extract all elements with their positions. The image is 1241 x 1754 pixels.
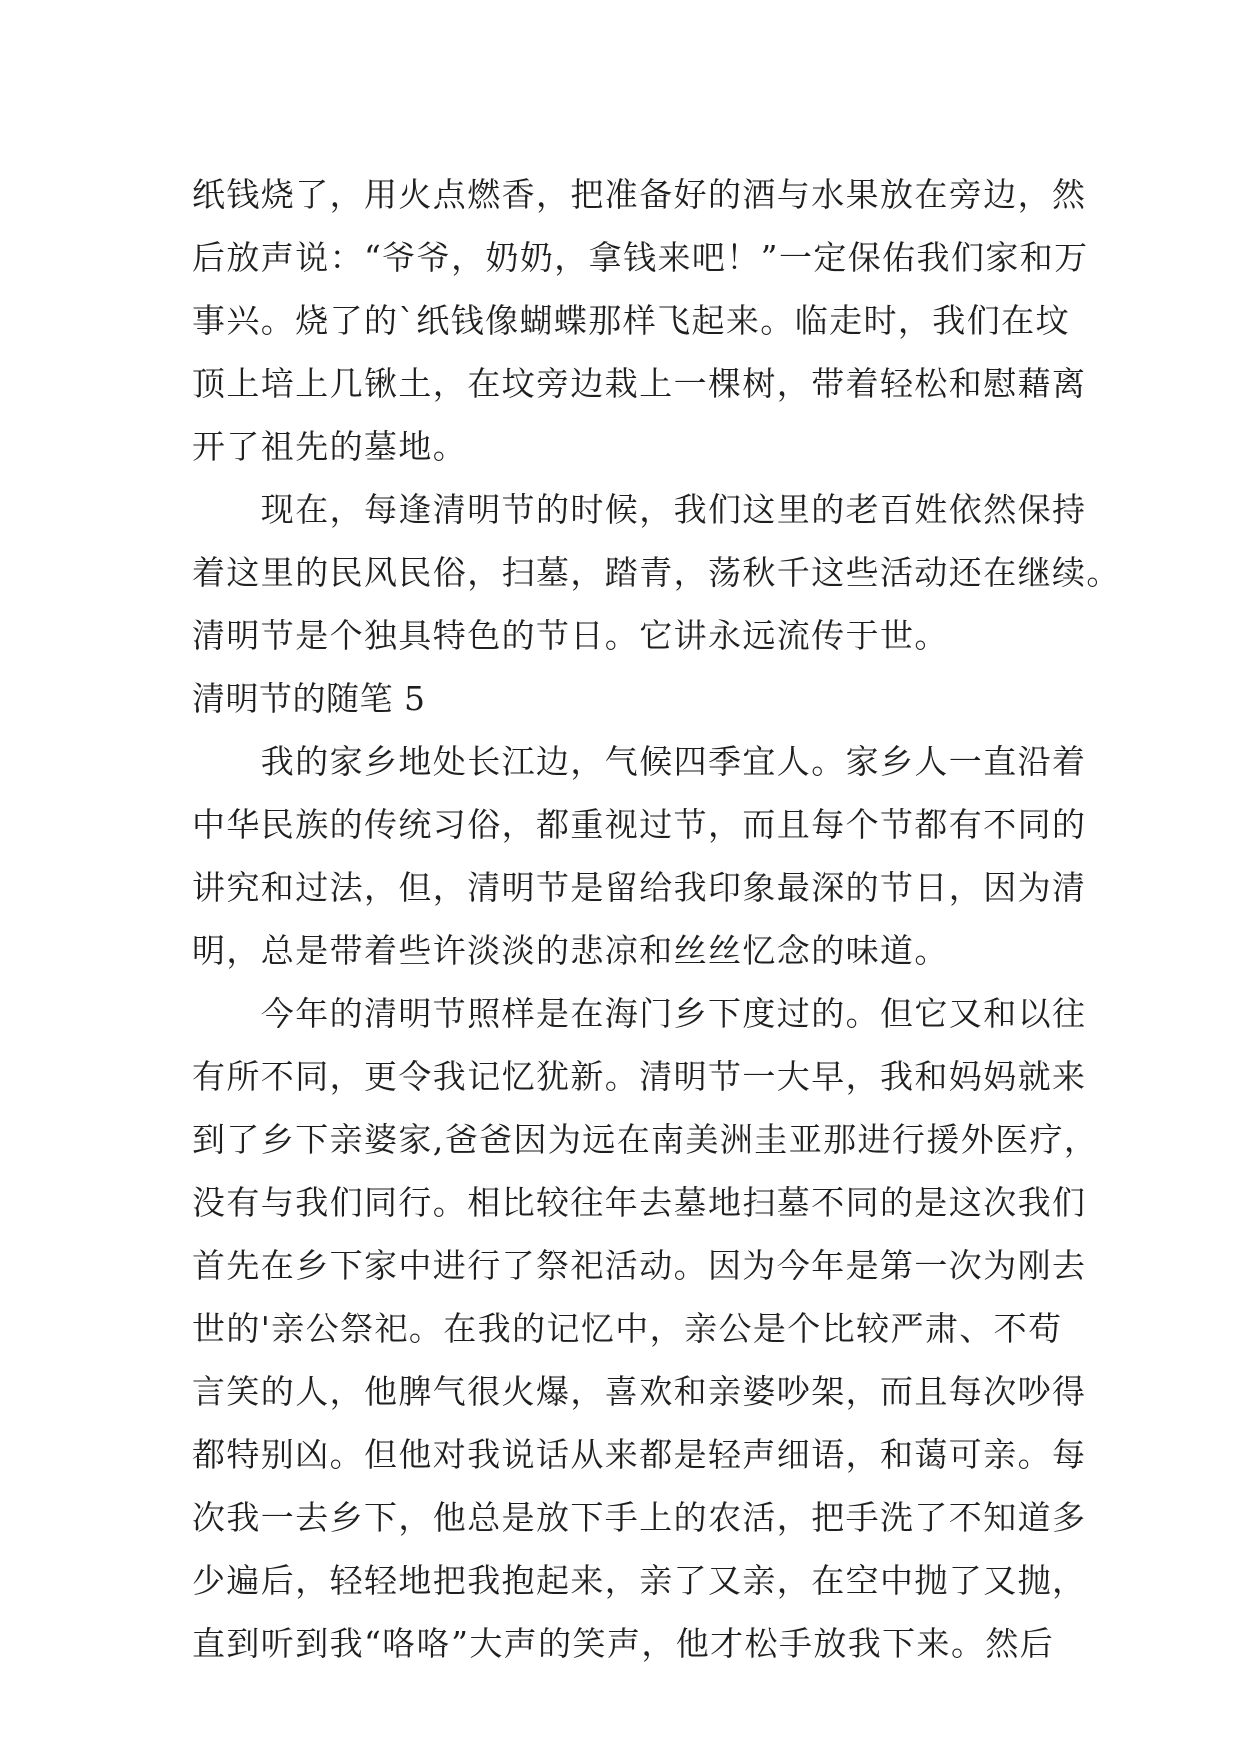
text-line: 事兴。烧了的`纸钱像蝴蝶那样飞起来。临走时，我们在坟 bbox=[192, 301, 1070, 340]
text-line: 我的家乡地处长江边，气候四季宜人。家乡人一直沿着 bbox=[192, 742, 1087, 781]
paragraph bbox=[192, 982, 1099, 1675]
text-line: 顶上培上几锹土，在坟旁边栽上一棵树，带着轻松和慰藉离 bbox=[192, 364, 1087, 403]
text-line: 言笑的人，他脾气很火爆，喜欢和亲婆吵架，而且每次吵得 bbox=[192, 1372, 1087, 1411]
text-line: 着这里的民风民俗，扫墓，踏青，荡秋千这些活动还在继续。 bbox=[192, 553, 1121, 592]
text-line: 讲究和过法，但，清明节是留给我印象最深的节日，因为清 bbox=[192, 868, 1087, 907]
text-line: 世的'亲公祭祀。在我的记忆中，亲公是个比较严肃、不苟 bbox=[192, 1309, 1063, 1348]
document-body bbox=[192, 163, 1121, 1675]
text-line: 有所不同，更令我记忆犹新。清明节一大早，我和妈妈就来 bbox=[192, 1057, 1087, 1096]
text-line: 开了祖先的墓地。 bbox=[192, 427, 468, 466]
text-line: 今年的清明节照样是在海门乡下度过的。但它又和以往 bbox=[192, 994, 1087, 1033]
text-line: 直到听到我“咯咯”大声的笑声，他才松手放我下来。然后 bbox=[192, 1624, 1055, 1663]
text-line: 到了乡下亲婆家,爸爸因为远在南美洲圭亚那进行援外医疗， bbox=[192, 1120, 1099, 1159]
paragraph bbox=[192, 730, 1087, 982]
text-line: 中华民族的传统习俗，都重视过节，而且每个节都有不同的 bbox=[192, 805, 1087, 844]
text-line: 少遍后，轻轻地把我抱起来，亲了又亲，在空中抛了又抛， bbox=[192, 1561, 1087, 1600]
text-line: 纸钱烧了，用火点燃香，把准备好的酒与水果放在旁边，然 bbox=[192, 175, 1087, 214]
text-line: 清明节是个独具特色的节日。它讲永远流传于世。 bbox=[192, 616, 949, 655]
text-line: 次我一去乡下，他总是放下手上的农活，把手洗了不知道多 bbox=[192, 1498, 1087, 1537]
section-heading: 清明节的随笔 5 bbox=[192, 679, 426, 718]
text-line: 都特别凶。但他对我说话从来都是轻声细语，和蔼可亲。每 bbox=[192, 1435, 1087, 1474]
text-line: 后放声说：“爷爷，奶奶，拿钱来吧！”一定保佑我们家和万 bbox=[192, 238, 1089, 277]
paragraph bbox=[192, 478, 1121, 667]
text-line: 现在，每逢清明节的时候，我们这里的老百姓依然保持 bbox=[192, 490, 1087, 529]
paragraph bbox=[192, 163, 1089, 478]
text-line: 明，总是带着些许淡淡的悲凉和丝丝忆念的味道。 bbox=[192, 931, 949, 970]
text-line: 首先在乡下家中进行了祭祀活动。因为今年是第一次为刚去 bbox=[192, 1246, 1087, 1285]
text-line: 没有与我们同行。相比较往年去墓地扫墓不同的是这次我们 bbox=[192, 1183, 1087, 1222]
